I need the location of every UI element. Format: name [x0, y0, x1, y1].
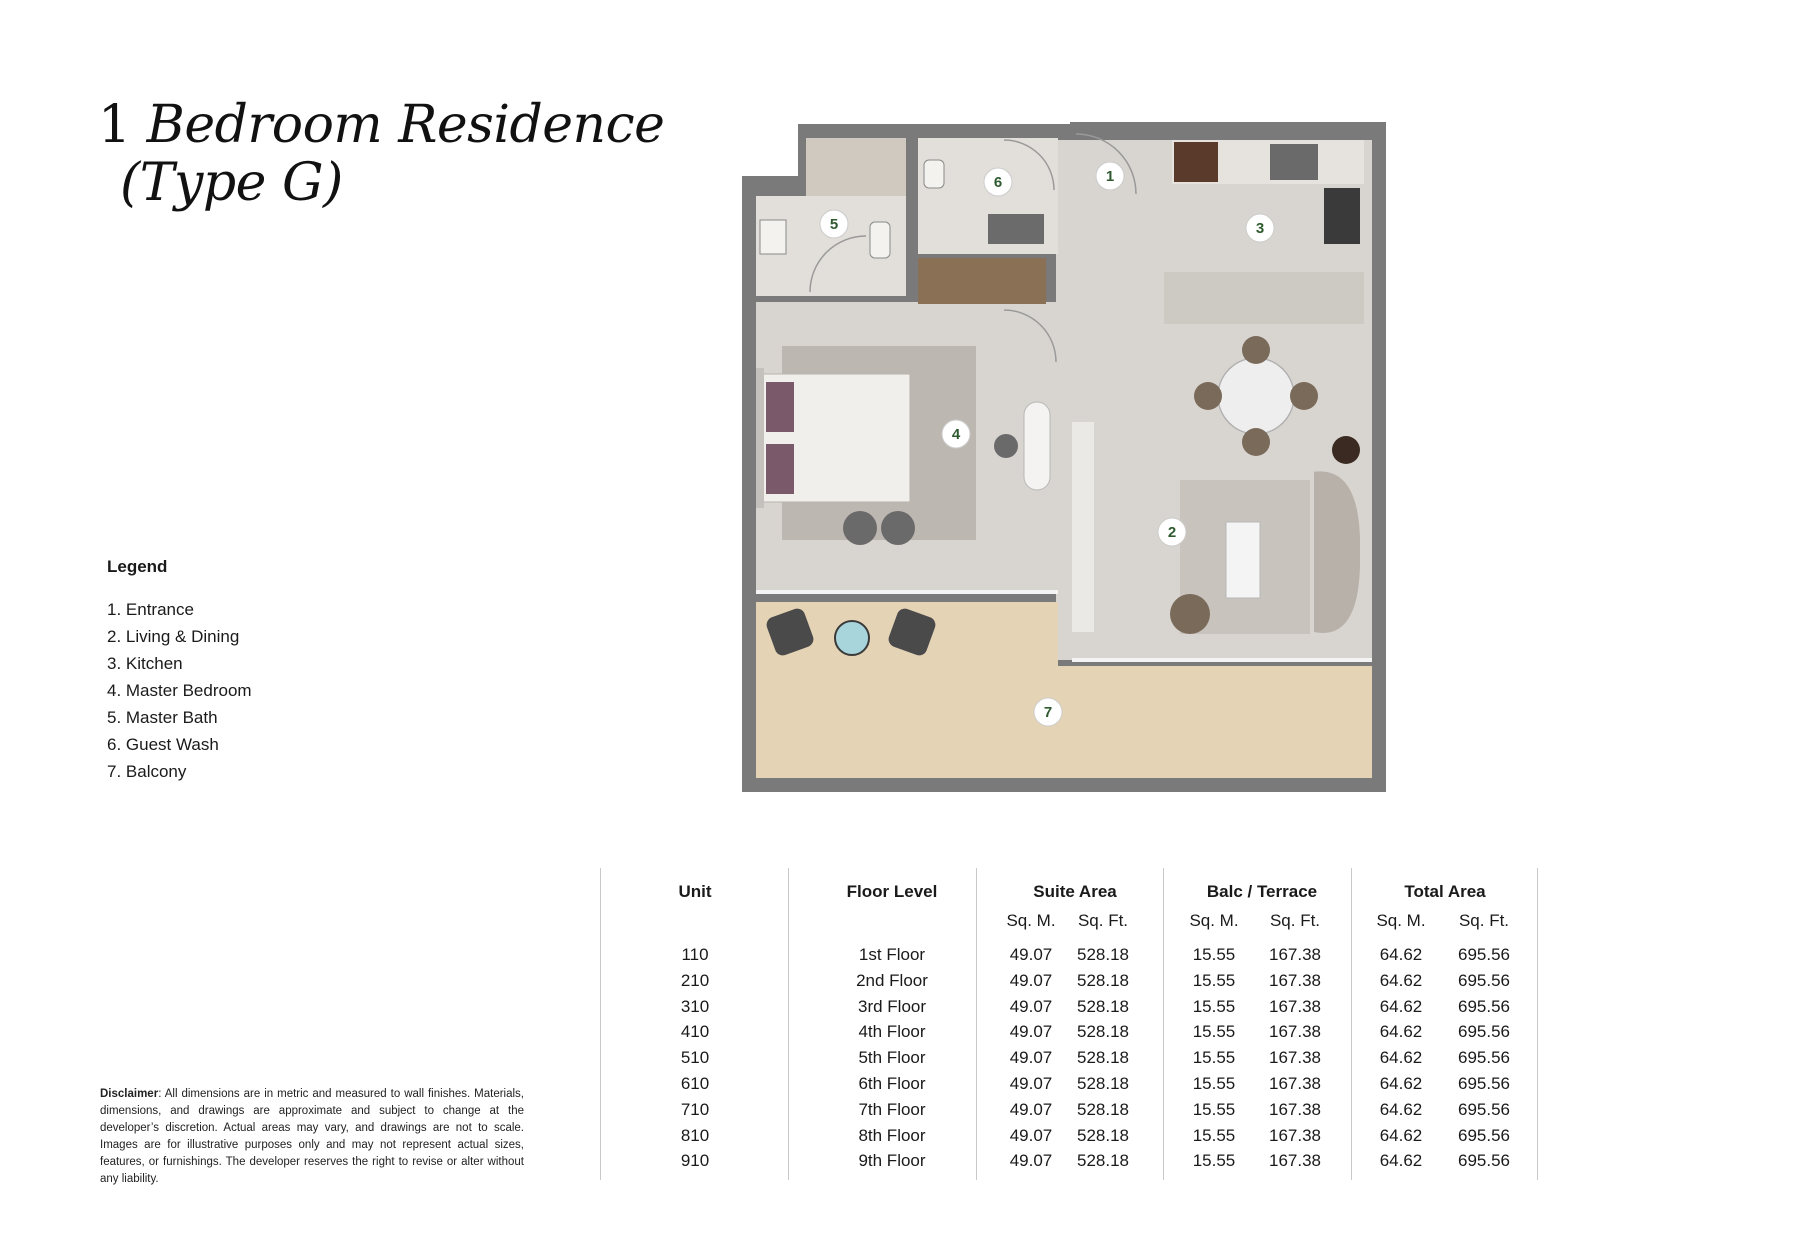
coffee-table — [1226, 522, 1260, 598]
table-cell-balc-sqm: 15.55 — [1192, 1022, 1236, 1042]
table-cell-total-sqft: 695.56 — [1458, 1125, 1510, 1145]
table-cell-balc-sqm: 15.55 — [1192, 1048, 1236, 1068]
table-divider — [1351, 868, 1352, 1180]
table-cell-floor: 2nd Floor — [856, 970, 928, 990]
table-divider — [788, 868, 789, 1180]
table-cell-floor: 9th Floor — [858, 1151, 926, 1171]
bath-vanity — [760, 220, 786, 254]
pouf-left — [843, 511, 877, 545]
table-cell-floor: 6th Floor — [858, 1074, 926, 1093]
table-cell-balc-sqft: 167.38 — [1269, 1125, 1321, 1145]
room-marker-2-label: 2 — [1167, 524, 1177, 541]
table-cell-suite-sqft: 528.18 — [1077, 1022, 1129, 1042]
table-cell-balc-sqm: 15.55 — [1192, 970, 1236, 990]
table-cell-suite-sqft: 528.18 — [1077, 1074, 1129, 1093]
room-marker-3 — [1246, 214, 1274, 242]
table-cell-total-sqft: 695.56 — [1458, 996, 1510, 1016]
bed-headboard — [756, 368, 764, 508]
subheader-balc-sqft: Sq. Ft. — [1269, 911, 1321, 930]
table-cell-total-sqm: 64.62 — [1379, 1022, 1423, 1042]
room-marker-5-label: 5 — [829, 216, 839, 233]
dining-chair-left — [1194, 382, 1222, 410]
title-number: 1 — [98, 95, 131, 155]
table-cell-suite-sqm: 49.07 — [1009, 1074, 1053, 1093]
table-cell-total-sqft: 695.56 — [1458, 1022, 1510, 1042]
table-divider — [976, 868, 977, 1180]
header-suite-area: Suite Area — [1033, 882, 1117, 901]
table-cell-total-sqm: 64.62 — [1379, 1048, 1423, 1068]
room-marker-6 — [984, 168, 1012, 196]
room-marker-5 — [820, 210, 848, 238]
table-cell-suite-sqm: 49.07 — [1009, 945, 1053, 964]
armchair — [1170, 594, 1210, 634]
table-cell-suite-sqm: 49.07 — [1009, 1099, 1053, 1119]
subheader-total-sqm: Sq. M. — [1376, 911, 1426, 930]
legend-item-balcony: 7. Balcony — [107, 762, 187, 781]
guest-vanity — [988, 214, 1044, 244]
subheader-suite-sqm: Sq. M. — [1006, 911, 1056, 930]
legend-item-guest-wash: 6. Guest Wash — [107, 735, 219, 754]
header-total-area: Total Area — [1404, 882, 1486, 901]
table-cell-unit: 610 — [680, 1074, 710, 1093]
disclaimer — [100, 1086, 524, 1188]
subheader-total-sqft: Sq. Ft. — [1458, 911, 1510, 930]
subheader-suite-sqft: Sq. Ft. — [1077, 911, 1129, 930]
table-cell-floor: 4th Floor — [858, 1022, 926, 1042]
table-cell-suite-sqm: 49.07 — [1009, 1048, 1053, 1068]
title-line2: (Type G) — [120, 153, 343, 213]
table-cell-unit: 910 — [680, 1151, 710, 1171]
table-cell-floor: 8th Floor — [858, 1125, 926, 1145]
table-divider — [1163, 868, 1164, 1180]
table-cell-suite-sqft: 528.18 — [1077, 1099, 1129, 1119]
title-line1: Bedroom Residence — [146, 95, 665, 155]
table-cell-total-sqm: 64.62 — [1379, 1125, 1423, 1145]
table-cell-total-sqm: 64.62 — [1379, 996, 1423, 1016]
table-cell-total-sqft: 695.56 — [1458, 1074, 1510, 1093]
table-cell-total-sqm: 64.62 — [1379, 1074, 1423, 1093]
table-cell-unit: 410 — [680, 1022, 710, 1042]
desk — [1024, 402, 1050, 490]
room-marker-1-label: 1 — [1105, 168, 1115, 185]
pillow-top — [766, 382, 794, 432]
table-cell-suite-sqft: 528.18 — [1077, 945, 1129, 964]
wardrobe — [918, 258, 1046, 304]
room-marker-6-label: 6 — [993, 174, 1003, 191]
header-balc-terrace: Balc / Terrace — [1206, 882, 1318, 901]
table-cell-balc-sqft: 167.38 — [1269, 1151, 1321, 1171]
table-cell-suite-sqft: 528.18 — [1077, 996, 1129, 1016]
table-cell-suite-sqft: 528.18 — [1077, 1151, 1129, 1171]
table-cell-suite-sqm: 49.07 — [1009, 996, 1053, 1016]
table-cell-balc-sqft: 167.38 — [1269, 1022, 1321, 1042]
table-cell-unit: 710 — [680, 1099, 710, 1119]
table-cell-balc-sqft: 167.38 — [1269, 1099, 1321, 1119]
kitchen-hob — [1270, 144, 1318, 180]
table-cell-total-sqft: 695.56 — [1458, 1099, 1510, 1119]
table-cell-balc-sqm: 15.55 — [1192, 1074, 1236, 1093]
table-cell-unit: 110 — [681, 945, 709, 964]
room-marker-1 — [1096, 162, 1124, 190]
table-cell-balc-sqft: 167.38 — [1269, 1048, 1321, 1068]
tv-console — [1072, 422, 1094, 632]
table-cell-balc-sqm: 15.55 — [1192, 1151, 1236, 1171]
legend-item-kitchen: 3. Kitchen — [107, 654, 183, 673]
subheader-balc-sqm: Sq. M. — [1189, 911, 1239, 930]
legend-item-living-dining: 2. Living & Dining — [107, 627, 240, 646]
legend-list — [107, 596, 252, 785]
shower-area — [806, 138, 906, 196]
table-cell-total-sqm: 64.62 — [1379, 1099, 1423, 1119]
pillow-bottom — [766, 444, 794, 494]
kitchen-island — [1164, 272, 1364, 324]
desk-chair — [994, 434, 1018, 458]
page-title — [98, 96, 664, 212]
table-cell-floor: 7th Floor — [858, 1099, 926, 1119]
legend-item-entrance: 1. Entrance — [107, 600, 194, 619]
balcony-table — [835, 621, 869, 655]
legend-title: Legend — [107, 557, 168, 576]
kitchen-tall-unit — [1174, 142, 1218, 182]
table-cell-unit: 510 — [680, 1048, 710, 1068]
table-cell-suite-sqm: 49.07 — [1009, 970, 1053, 990]
room-marker-4-label: 4 — [951, 426, 961, 443]
pouf-right — [881, 511, 915, 545]
table-cell-suite-sqft: 528.18 — [1077, 970, 1129, 990]
floor-plan — [742, 112, 1402, 792]
table-cell-suite-sqm: 49.07 — [1009, 1022, 1053, 1042]
room-marker-3-label: 3 — [1255, 220, 1265, 237]
table-cell-total-sqm: 64.62 — [1379, 970, 1423, 990]
bath-toilet — [870, 222, 890, 258]
dining-chair-top — [1242, 336, 1270, 364]
dining-chair-right — [1290, 382, 1318, 410]
table-cell-floor: 3rd Floor — [857, 996, 927, 1016]
table-divider — [600, 868, 601, 1180]
area-table — [600, 868, 1538, 1180]
legend — [107, 557, 252, 785]
room-marker-7-label: 7 — [1043, 704, 1053, 721]
table-cell-unit: 310 — [680, 996, 710, 1016]
table-cell-total-sqft: 695.56 — [1458, 945, 1510, 964]
room-marker-2 — [1158, 518, 1186, 546]
legend-item-master-bath: 5. Master Bath — [107, 708, 218, 727]
table-cell-balc-sqm: 15.55 — [1192, 1125, 1236, 1145]
glazing-bedroom — [756, 590, 1058, 594]
table-cell-floor: 1st Floor — [858, 945, 926, 964]
header-floor-level: Floor Level — [846, 882, 938, 901]
disclaimer-text: : All dimensions are in metric and measured to wall finishes. Materials, dimensions, and drawings are approximate and subject to change at the developer’s discretion. Actual areas may vary, and drawings are not to scale. Images are for illustrative purposes only and may not represent actual sizes, features, or furnishings. The developer reserves the right to revise or alter without any liability. — [100, 1088, 524, 1185]
room-marker-4 — [942, 420, 970, 448]
table-cell-total-sqft: 695.56 — [1458, 1151, 1510, 1171]
table-cell-balc-sqft: 167.38 — [1269, 945, 1321, 964]
table-cell-balc-sqm: 15.55 — [1192, 996, 1236, 1016]
legend-item-master-bedroom: 4. Master Bedroom — [107, 681, 252, 700]
table-cell-balc-sqft: 167.38 — [1269, 970, 1321, 990]
table-cell-total-sqft: 695.56 — [1458, 970, 1510, 990]
dining-table — [1218, 358, 1294, 434]
table-cell-unit: 210 — [680, 970, 710, 990]
guest-toilet — [924, 160, 944, 188]
side-table — [1332, 436, 1360, 464]
glazing-living — [1072, 658, 1372, 662]
table-divider — [1537, 868, 1538, 1180]
table-cell-total-sqft: 695.56 — [1458, 1048, 1510, 1068]
table-cell-balc-sqm: 15.55 — [1192, 1099, 1236, 1119]
table-cell-suite-sqft: 528.18 — [1077, 1125, 1129, 1145]
room-marker-7 — [1034, 698, 1062, 726]
header-unit: Unit — [678, 882, 712, 901]
disclaimer-label: Disclaimer — [100, 1088, 159, 1100]
table-cell-total-sqm: 64.62 — [1379, 1151, 1423, 1171]
table-cell-suite-sqm: 49.07 — [1009, 1151, 1053, 1171]
table-cell-unit: 810 — [680, 1125, 710, 1145]
dining-chair-bottom — [1242, 428, 1270, 456]
table-cell-balc-sqft: 167.38 — [1269, 996, 1321, 1016]
floor-plan-drawing — [742, 112, 1402, 792]
table-cell-balc-sqft: 167.38 — [1269, 1074, 1321, 1093]
table-cell-floor: 5th Floor — [858, 1048, 926, 1068]
table-cell-balc-sqm: 15.55 — [1192, 945, 1236, 964]
kitchen-sink — [1324, 188, 1360, 244]
table-cell-suite-sqm: 49.07 — [1009, 1125, 1053, 1145]
table-cell-suite-sqft: 528.18 — [1077, 1048, 1129, 1068]
table-cell-total-sqm: 64.62 — [1379, 945, 1423, 964]
